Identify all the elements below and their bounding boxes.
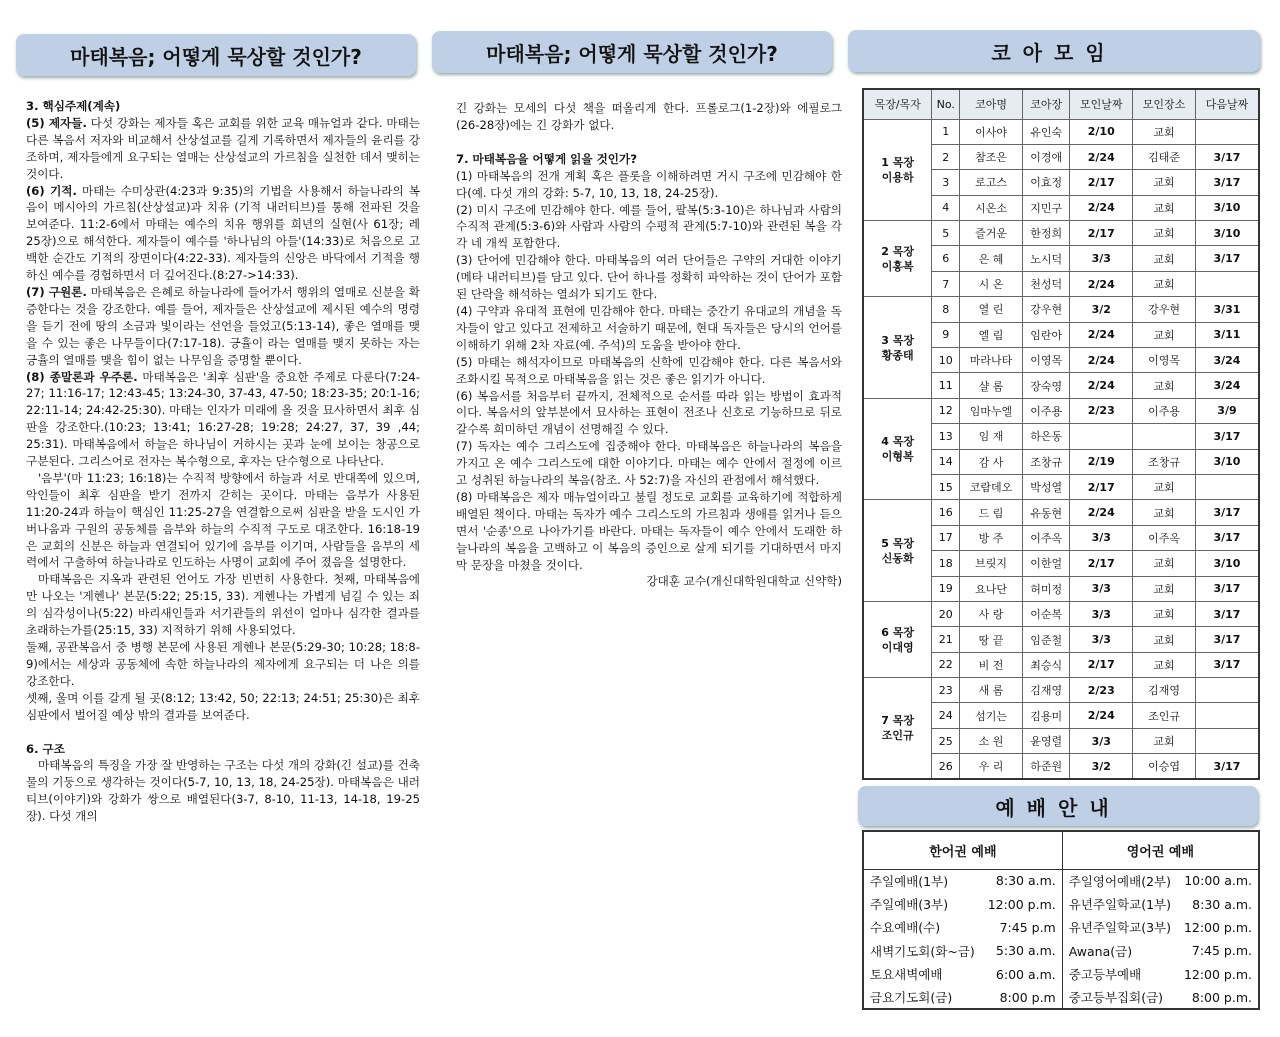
column1-title: 마태복음; 어떻게 묵상할 것인가?: [16, 34, 416, 76]
service-name: 금요기도회(금): [870, 990, 953, 1006]
service-name: 새벽기도회(화~금): [870, 943, 975, 959]
table-cell: 2/24: [1070, 144, 1133, 169]
table-cell: 교회: [1133, 627, 1196, 652]
service-time: 6:00 a.m.: [995, 966, 1056, 982]
table-cell: 시온소: [960, 195, 1023, 220]
table-header-cell: 목장/목자: [863, 89, 932, 119]
table-cell: 하준원: [1022, 754, 1069, 779]
table-cell: 10: [932, 348, 960, 373]
table-cell: 3/17: [1195, 424, 1259, 449]
table-cell: 3/17: [1195, 576, 1259, 601]
table-cell: 이승엽: [1133, 754, 1196, 779]
table-cell: 2/23: [1070, 678, 1133, 703]
table-cell: 15: [932, 474, 960, 499]
table-cell: 장숙영: [1022, 373, 1069, 398]
service-time: 12:00 p.m.: [987, 896, 1056, 912]
table-cell: 브릿지: [960, 551, 1023, 576]
table-cell: 코람데오: [960, 474, 1023, 499]
table-cell: 이사야: [960, 119, 1023, 144]
table-cell: 이순복: [1022, 601, 1069, 626]
table-cell: 2/24: [1070, 195, 1133, 220]
table-cell: 3/17: [1195, 170, 1259, 195]
table-cell: 김용미: [1022, 703, 1069, 728]
paragraph: [26, 284, 420, 369]
table-row: [863, 601, 1259, 626]
table-cell: 3/3: [1070, 525, 1133, 550]
table-cell: [1195, 678, 1259, 703]
table-header-cell: 모인장소: [1133, 89, 1196, 119]
table-cell: 3/17: [1195, 144, 1259, 169]
table-cell: [1195, 474, 1259, 499]
paragraph-heading: (8) 종말론과 우주론.: [26, 369, 138, 384]
service-name: 주일영어예배(2부): [1062, 869, 1177, 892]
table-cell: 교회: [1133, 271, 1196, 296]
author-credit: 강대훈 교수(개신대학원대학교 신약학): [646, 574, 842, 589]
table-cell: 4: [932, 195, 960, 220]
table-cell: 소 원: [960, 728, 1023, 753]
table-cell: 3/24: [1195, 348, 1259, 373]
paragraph: (5) 마태는 해석자이므로 마태복음의 신학에 민감해야 한다. 다른 복음서와 조화시킬 목적으로 마태복음을 읽는 것은 좋은 읽기가 아니다.: [456, 354, 842, 386]
table-cell: [1195, 703, 1259, 728]
table-cell: 이한얼: [1022, 551, 1069, 576]
table-cell: 열 린: [960, 297, 1023, 322]
table-cell: 2/23: [1070, 398, 1133, 423]
paragraph: [26, 183, 420, 284]
service-time: 7:45 p.m: [999, 919, 1056, 935]
table-cell: 임 재: [960, 424, 1023, 449]
service-name: Awana(금): [1062, 939, 1177, 962]
service-time: 10:00 a.m.: [1184, 873, 1252, 889]
table-cell: 즐거운: [960, 221, 1023, 246]
table-row: [863, 221, 1259, 246]
service-time: 7:45 p.m.: [1191, 943, 1252, 959]
service-time: 12:00 p.m.: [1183, 966, 1252, 982]
service-time: 5:30 a.m.: [995, 943, 1056, 959]
table-cell: 3/17: [1195, 601, 1259, 626]
table-cell: 요나단: [960, 576, 1023, 601]
table-cell: 유동현: [1022, 500, 1069, 525]
table-cell: 6: [932, 246, 960, 271]
paragraph: 긴 강화는 모세의 다섯 책을 떠올리게 한다. 프롤로그(1-2장)와 에필로그(26-28장)에는 긴 강화가 없다.: [456, 101, 842, 132]
table-cell: 교회: [1133, 728, 1196, 753]
spacer: [26, 724, 420, 741]
table-cell: 2/24: [1070, 348, 1133, 373]
table-cell: 3/3: [1070, 728, 1133, 753]
worship-row: [863, 916, 1259, 939]
section-heading: 3. 핵심주제(계속): [26, 99, 121, 113]
table-cell: 김재영: [1022, 678, 1069, 703]
table-cell: 1: [932, 119, 960, 144]
table-cell: 지민구: [1022, 195, 1069, 220]
paragraph: (2) 미시 구조에 민감해야 한다. 예를 들어, 팔복(5:3-10)은 하나님과 사람의 수직적 관계(5:3-6)와 사람과 사람의 수평적 관계(5:7-10)와 관련된 복을 각각 네 개씩 포함한다.: [456, 202, 842, 251]
table-cell: 2/17: [1070, 652, 1133, 677]
paragraph: (3) 단어에 민감해야 한다. 마태복음의 여러 단어들은 구약의 거대한 이야기(메타 내러티브)를 담고 있다. 단어 하나를 정확히 파악하는 것이 단어가 포함된 단락을 해석하는 열쇠가 되기도 한다.: [456, 253, 842, 302]
table-cell: 21: [932, 627, 960, 652]
table-row: [863, 297, 1259, 322]
table-cell: 12: [932, 398, 960, 423]
table-cell: 섬기는: [960, 703, 1023, 728]
table-cell: 드 림: [960, 500, 1023, 525]
table-cell: 감 사: [960, 449, 1023, 474]
section-heading: 6. 구조: [26, 741, 65, 756]
service-name: 수요예배(수): [870, 920, 941, 936]
paragraph: (7) 독자는 예수 그리스도에 집중해야 한다. 마태복음은 하늘나라의 복음을 가지고 온 예수 그리스도에 대한 이야기다. 마태는 예수 안에서 절정에 이르고 성취된 하늘나라의 복음(참조. 사 52:7)을 자신의 관점에서 해석했다.: [456, 439, 842, 488]
table-cell: 이영목: [1133, 348, 1196, 373]
group-name-cell: 1 목장 이용하: [863, 119, 932, 221]
table-cell: 3/31: [1195, 297, 1259, 322]
table-cell: 방 주: [960, 525, 1023, 550]
table-header-row: [863, 89, 1259, 119]
table-header-cell: 모인날짜: [1070, 89, 1133, 119]
table-cell: 3/3: [1070, 601, 1133, 626]
table-cell: 강우현: [1133, 297, 1196, 322]
paragraph: 셋째, 울며 이를 갈게 될 곳(8:12; 13:42, 50; 22:13; 24:51; 25:30)은 최후 심판에서 벌어질 예상 밖의 결과를 보여준다.: [26, 690, 420, 722]
group-name-cell: 4 목장 이형복: [863, 398, 932, 500]
table-cell: 시 온: [960, 271, 1023, 296]
table-cell: 8: [932, 297, 960, 322]
group-name-cell: 6 목장 이대영: [863, 601, 932, 677]
table-cell: 11: [932, 373, 960, 398]
table-cell: 3/24: [1195, 373, 1259, 398]
table-cell: 강우현: [1022, 297, 1069, 322]
service-time: 8:30 a.m.: [995, 873, 1056, 889]
table-cell: 샬 롬: [960, 373, 1023, 398]
table-row: [863, 500, 1259, 525]
service-time: 12:00 p.m.: [1183, 919, 1252, 935]
worship-row: [863, 986, 1259, 1009]
table-cell: 22: [932, 652, 960, 677]
table-cell: 최승식: [1022, 652, 1069, 677]
table-cell: 3/17: [1195, 525, 1259, 550]
table-header-cell: No.: [932, 89, 960, 119]
table-cell: 3/17: [1195, 652, 1259, 677]
table-cell: 은 혜: [960, 246, 1023, 271]
table-cell: 14: [932, 449, 960, 474]
table-row: [863, 678, 1259, 703]
table-cell: [1195, 119, 1259, 144]
group-name-cell: 3 목장 황종태: [863, 297, 932, 399]
service-name: 중고등부예배: [1062, 963, 1177, 986]
table-cell: 임란아: [1022, 322, 1069, 347]
table-cell: 2/24: [1070, 703, 1133, 728]
table-cell: 2/17: [1070, 221, 1133, 246]
table-cell: 교회: [1133, 576, 1196, 601]
table-cell: 엘 림: [960, 322, 1023, 347]
table-cell: 사 랑: [960, 601, 1023, 626]
service-time: 8:30 a.m.: [1192, 896, 1252, 912]
table-cell: 한정희: [1022, 221, 1069, 246]
table-cell: 조창규: [1133, 449, 1196, 474]
table-cell: [1195, 728, 1259, 753]
table-cell: 이경애: [1022, 144, 1069, 169]
paragraph-text: 다섯 강화는 제자들 혹은 교회를 위한 교육 매뉴얼과 같다. 마태는 다른 복음서 저자와 비교해서 산상설교를 길게 기록하면서 제자들의 윤리를 강조하며, 제자들에게 요구되는 열매는 산상설교의 가르침을 실천한 데서 맺히는 것이다.: [26, 115, 420, 181]
table-cell: 교회: [1133, 322, 1196, 347]
table-cell: 13: [932, 424, 960, 449]
worship-guide-title: 예배안내: [858, 786, 1258, 826]
table-cell: 18: [932, 551, 960, 576]
table-cell: [1133, 424, 1196, 449]
table-cell: 3/11: [1195, 322, 1259, 347]
core-meeting-title: 코아모임: [848, 30, 1260, 72]
table-cell: 23: [932, 678, 960, 703]
table-cell: 허미정: [1022, 576, 1069, 601]
paragraph: [26, 369, 420, 470]
table-cell: 노시덕: [1022, 246, 1069, 271]
table-cell: 26: [932, 754, 960, 779]
table-cell: 이주옥: [1133, 525, 1196, 550]
table-header-cell: 코아명: [960, 89, 1023, 119]
paragraph-text: 마태는 수미상관(4:23과 9:35)의 기법을 사용해서 하늘나라의 복음이 메시아의 가르침(산상설교)과 치유 (기적 내러티브)를 통해 전파된 것을 보여준다. 11:2-6에서 마태는 예수의 치유 행위를 희년의 실현(사 61장; 레 25장)으로 해석한다. 제자들이 예수를 '하나님의 아들'(14:33)로 처음으로 고백한 순간도 기적의 장면이다(4:22-33). 제자들의 신앙은 바닥에서 기적을 행하신 예수를 경험하면서 더 깊어진다.(8:27->14:33).: [26, 183, 420, 283]
table-cell: 새 롬: [960, 678, 1023, 703]
table-cell: 이주옥: [1022, 525, 1069, 550]
table-cell: 2/17: [1070, 551, 1133, 576]
table-cell: 임준철: [1022, 627, 1069, 652]
table-cell: 2/19: [1070, 449, 1133, 474]
table-cell: 3/10: [1195, 221, 1259, 246]
table-cell: 16: [932, 500, 960, 525]
table-cell: 3/2: [1070, 754, 1133, 779]
service-name: 중고등부집회(금): [1062, 986, 1177, 1009]
table-cell: 조인규: [1133, 703, 1196, 728]
table-cell: 3/3: [1070, 246, 1133, 271]
column2-title: 마태복음; 어떻게 묵상할 것인가?: [432, 31, 832, 73]
spacer: [456, 134, 842, 151]
table-cell: 17: [932, 525, 960, 550]
service-time: 8:00 p.m: [999, 989, 1056, 1005]
service-name: 유년주일학교(3부): [1062, 916, 1177, 939]
service-name: 주일예배(3부): [870, 897, 949, 913]
table-cell: 김태준: [1133, 144, 1196, 169]
worship-header-row: [863, 831, 1259, 869]
worship-row: [863, 963, 1259, 986]
table-row: [863, 398, 1259, 423]
table-cell: 7: [932, 271, 960, 296]
table-header-cell: 코아장: [1022, 89, 1069, 119]
paragraph-heading: (6) 기적.: [26, 183, 77, 198]
core-meeting-table: [862, 88, 1260, 780]
table-cell: 교회: [1133, 195, 1196, 220]
table-cell: 3/9: [1195, 398, 1259, 423]
table-cell: 이영목: [1022, 348, 1069, 373]
table-cell: 2: [932, 144, 960, 169]
worship-row: [863, 869, 1259, 892]
table-cell: 조창규: [1022, 449, 1069, 474]
article-column-2: [456, 100, 842, 590]
table-cell: 교회: [1133, 474, 1196, 499]
table-cell: 교회: [1133, 119, 1196, 144]
article-column-1: [26, 98, 420, 825]
service-name: 유년주일학교(1부): [1062, 892, 1177, 915]
worship-table: [862, 830, 1260, 1010]
paragraph-text: 마태복음은 '최후 심판'을 중요한 주제로 다룬다(7:24-27; 11:16-17; 12:43-45; 13:24-30, 37-43, 47-50; 18:23-35; 20:1-16; 22:11-14; 24:42-25:30). 마태는 인자가 미래에 올 것을 묘사하면서 최후 심판을 강조한다.(10:23; 13:41; 16:27-28; 19:28; 24:27, 37, 39 ,44; 25:31). 마태복음에서 하늘은 하나님이 거하시는 곳과 눈에 보이는 창공으로 구분된다. 그리스어로 전자는 복수형으로, 후자는 단수형으로 나타난다.: [26, 369, 420, 469]
service-time: 8:00 p.m.: [1191, 989, 1252, 1005]
worship-row: [863, 892, 1259, 915]
table-cell: 이효정: [1022, 170, 1069, 195]
table-cell: 교회: [1133, 601, 1196, 626]
paragraph: '음부'(마 11:23; 16:18)는 수직적 방향에서 하늘과 서로 반대쪽에 있으며, 악인들이 최후 심판을 받기 전까지 갇히는 곳이다. 마태는 음부가 사용된 11:20-24과 하늘이 핵심인 11:25-27을 연결함으로써 심판을 받을 도시인 가버나움과 구원의 공동체를 음부와 하늘의 수직적 구도로 대조한다. 16:18-19은 교회의 신분은 하늘과 연결되어 있기에 음부를 이기며, 사람들을 음부의 세력에서 구출하여 하늘나라로 인도하는 사명이 교회에 주어 졌음을 설명한다.: [26, 470, 420, 570]
table-cell: 마라나타: [960, 348, 1023, 373]
group-name-cell: 7 목장 조인규: [863, 678, 932, 780]
paragraph: (6) 복음서를 처음부터 끝까지, 전체적으로 순서를 따라 읽는 방법이 효과적이다. 복음서의 앞부분에서 묘사하는 표현이 전조나 신호로 기능하므로 뒤로 갈수록 희미하던 개념이 선명해질 수 있다.: [456, 388, 842, 437]
table-cell: 2/17: [1070, 474, 1133, 499]
table-cell: 2/24: [1070, 322, 1133, 347]
table-cell: 유인숙: [1022, 119, 1069, 144]
table-cell: 교회: [1133, 221, 1196, 246]
paragraph: (1) 마태복음의 전개 계획 혹은 플롯을 이해하려면 거시 구조에 민감해야 한다(예. 다섯 개의 강화: 5-7, 10, 13, 18, 24-25장).: [456, 168, 842, 200]
table-cell: 3/3: [1070, 576, 1133, 601]
paragraph-text: 마태복음은 은혜로 하늘나라에 들어가서 행위의 열매로 신분을 확증한다는 것을 강조한다. 예를 들어, 제자들은 산상설교에 제시된 예수의 명령을 듣기 전에 땅의 소금과 빛이라는 선언을 들었고(5:13-14), 좋은 열매를 맺을 수 있는 좋은 나무들이다(7:17-18). 긍휼이 라는 열매를 맺지 못하는 자는 긍휼의 열매를 맺을 힘이 없는 나무임을 증명할 뿐이다.: [26, 284, 420, 367]
table-cell: 윤영렬: [1022, 728, 1069, 753]
paragraph: (4) 구약과 유대적 표현에 민감해야 한다. 마태는 중간기 유대교의 개념을 독자들이 알고 있다고 전제하고 서술하기 때문에, 현대 독자들은 당시의 언어를 이해하기 위해 2차 자료(예. 주석)의 도움을 받아야 한다.: [456, 303, 842, 352]
table-cell: 2/17: [1070, 170, 1133, 195]
paragraph: 마태복음의 특징을 가장 잘 반영하는 구조는 다섯 개의 강화(긴 설교)를 건축물의 기둥으로 생각하는 것이다(5-7, 10, 13, 18, 24-25장). 마태복음은 내러티브(이야기)와 강화가 쌍으로 배열된다(3-7, 8-10, 11-13, 14-18, 19-25장). 다섯 개의: [26, 758, 420, 824]
table-row: [863, 119, 1259, 144]
table-cell: 3/10: [1195, 195, 1259, 220]
table-cell: 3/2: [1070, 297, 1133, 322]
table-cell: 로고스: [960, 170, 1023, 195]
table-cell: 9: [932, 322, 960, 347]
table-cell: 3/17: [1195, 500, 1259, 525]
table-cell: [1070, 424, 1133, 449]
table-cell: 3/17: [1195, 246, 1259, 271]
paragraph: 마태복음은 지옥과 관련된 언어도 가장 빈번히 사용한다. 첫째, 마태복음에만 나오는 '게헨나' 본문(5:22; 25:15, 33). 게헨나는 가볍게 넘길 수 있는 죄의 심각성이나(5:22) 바리새인들과 서기관들의 위선이 얼마나 심각한 결과를 초래하는가를(25:15, 33) 지적하기 위해 사용되었다.: [26, 572, 420, 638]
table-cell: 2/24: [1070, 500, 1133, 525]
table-cell: 3/10: [1195, 449, 1259, 474]
table-cell: 3/17: [1195, 627, 1259, 652]
table-cell: 3/3: [1070, 627, 1133, 652]
table-cell: [1195, 271, 1259, 296]
table-cell: 교회: [1133, 170, 1196, 195]
table-cell: 이주용: [1133, 398, 1196, 423]
service-name: 토요새벽예배: [870, 967, 943, 983]
table-cell: 24: [932, 703, 960, 728]
section-heading: 7. 마태복음을 어떻게 읽을 것인가?: [456, 151, 637, 166]
table-cell: 땅 끝: [960, 627, 1023, 652]
table-cell: 하은동: [1022, 424, 1069, 449]
table-cell: 천성덕: [1022, 271, 1069, 296]
table-cell: 3/17: [1195, 754, 1259, 779]
table-cell: 2/10: [1070, 119, 1133, 144]
table-header-cell: 다음날짜: [1195, 89, 1259, 119]
paragraph-heading: (7) 구원론.: [26, 284, 87, 299]
table-cell: 이주용: [1022, 398, 1069, 423]
table-cell: 3: [932, 170, 960, 195]
table-cell: 임마누엘: [960, 398, 1023, 423]
table-cell: 교회: [1133, 500, 1196, 525]
group-name-cell: 5 목장 신동화: [863, 500, 932, 602]
table-cell: 참조은: [960, 144, 1023, 169]
group-name-cell: 2 목장 이홍복: [863, 221, 932, 297]
table-cell: 교회: [1133, 652, 1196, 677]
table-cell: 교회: [1133, 246, 1196, 271]
table-cell: 20: [932, 601, 960, 626]
paragraph: (8) 마태복음은 제자 매뉴얼이라고 불릴 정도로 교회를 교육하기에 적합하게 배열된 책이다. 마태는 독자가 예수 그리스도의 가르침과 생애를 읽거나 듣으면서 '순종'으로 나아가기를 바란다. 마태는 독자들이 예수 안에서 도래한 하늘나라의 복음을 고백하고 이 복음의 증인으로 살게 되기를 기대하면서 마지막 문장을 마쳤을 것이다.: [456, 489, 842, 572]
table-cell: 19: [932, 576, 960, 601]
table-cell: 박성열: [1022, 474, 1069, 499]
table-cell: 교회: [1133, 551, 1196, 576]
table-cell: 2/24: [1070, 373, 1133, 398]
paragraph: 둘째, 공관복음서 중 병행 본문에 사용된 게헨나 본문(5:29-30; 10:28; 18:8-9)에서는 세상과 공동체에 속한 하늘나라의 제자에게 요구되는 더 나은 의를 강조한다.: [26, 640, 420, 688]
korean-worship-title: 한어권 예배: [863, 831, 1062, 869]
service-name: 주일예배(1부): [870, 873, 949, 889]
english-worship-title: 영어권 예배: [1062, 831, 1259, 869]
paragraph: [26, 115, 420, 183]
paragraph-heading: (5) 제자들.: [26, 115, 87, 130]
table-cell: 25: [932, 728, 960, 753]
table-cell: 우 리: [960, 754, 1023, 779]
table-cell: 2/24: [1070, 271, 1133, 296]
table-cell: 3/10: [1195, 551, 1259, 576]
table-cell: 김재영: [1133, 678, 1196, 703]
table-cell: 5: [932, 221, 960, 246]
table-cell: 비 전: [960, 652, 1023, 677]
table-cell: 교회: [1133, 373, 1196, 398]
worship-row: [863, 939, 1259, 962]
